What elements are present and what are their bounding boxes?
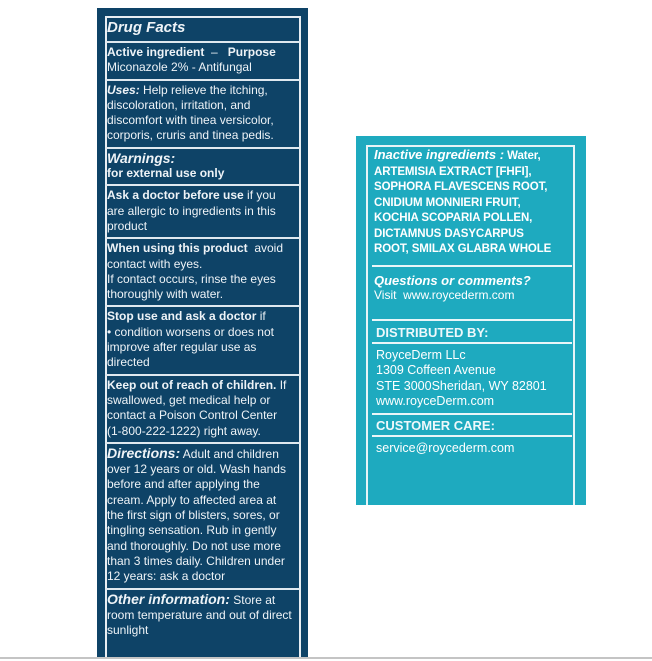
uses-text: Help relieve the itching, — [139, 82, 268, 97]
active-ingredient-header — [107, 45, 300, 60]
distributor-line: 1309 Coffeen Avenue — [376, 363, 496, 377]
ask-doctor-text: if you — [243, 188, 276, 203]
active-ingredient-section — [105, 43, 300, 81]
when-using-section — [105, 239, 300, 307]
warnings-label: Warnings: — [107, 149, 176, 166]
ask-doctor-section — [105, 186, 300, 239]
distributor-info — [372, 348, 572, 410]
directions-section — [105, 444, 300, 590]
distributor-website-link[interactable]: www.royceDerm.com — [376, 394, 495, 408]
stop-use-section — [105, 307, 300, 375]
warnings-subtitle: for external use only — [107, 166, 225, 181]
stop-use-label: Stop use and ask a doctor — [107, 309, 257, 324]
divider — [372, 435, 572, 437]
divider — [372, 265, 572, 267]
other-info-text: room temperature and out of direct — [107, 607, 292, 622]
when-using-text: avoid — [247, 241, 284, 256]
when-using-label: When using this product — [107, 241, 248, 256]
drug-facts-title: Drug Facts — [105, 18, 300, 43]
questions-label: Questions or comments? — [374, 272, 531, 288]
divider — [372, 342, 572, 344]
ask-doctor-label: Ask a doctor before use — [107, 188, 244, 203]
stop-use-text: • condition worsens or does not — [107, 324, 274, 339]
divider — [372, 413, 572, 415]
directions-text: and thoroughly. Do not use more — [107, 538, 281, 553]
directions-text: than 3 times daily. Children under — [107, 553, 285, 568]
inactive-ingredient-line: ARTEMISIA EXTRACT [FHFI], — [374, 165, 532, 178]
uses-text: discomfort with tinea versicolor, — [107, 113, 274, 128]
uses-label: Uses: — [107, 82, 140, 97]
directions-text: tingling sensation. Rub in gently — [107, 523, 277, 538]
ask-doctor-text: product — [107, 218, 148, 233]
directions-text: 12 years: ask a doctor — [107, 569, 226, 584]
active-ingredient-value: Miconazole 2% - Antifungal — [107, 60, 252, 75]
other-info-text: sunlight — [107, 623, 149, 638]
keep-out-text: contact a Poison Control Center — [107, 408, 278, 423]
inactive-ingredient-line: ROOT, SMILAX GLABRA WHOLE — [374, 243, 552, 255]
keep-out-label: Keep out of reach of children. — [107, 377, 277, 392]
directions-label: Directions: — [107, 444, 181, 461]
drug-facts-panel — [97, 8, 308, 659]
inactive-ingredient-line: DICTAMNUS DASYCARPUS — [374, 227, 524, 240]
questions-link[interactable]: Visit www.roycederm.com — [374, 288, 515, 302]
keep-out-section — [105, 376, 300, 444]
ask-doctor-text: are allergic to ingredients in this — [107, 203, 276, 218]
warnings-section — [105, 149, 300, 187]
purpose-label: Purpose — [227, 45, 276, 59]
when-using-text: contact with eyes. — [107, 256, 203, 271]
distributed-by-label: DISTRIBUTED BY: — [376, 324, 489, 340]
stop-use-text: improve after regular use as — [107, 340, 257, 355]
keep-out-text: swallowed, get medical help or — [107, 392, 271, 407]
directions-text: cream. Apply to affected area at — [107, 492, 277, 507]
divider — [372, 319, 572, 321]
inactive-ingredients-panel — [356, 136, 586, 505]
uses-text: corporis, cruris and tinea pedis. — [107, 128, 274, 143]
drug-facts-content — [105, 18, 300, 641]
header-separator: – — [211, 45, 218, 59]
distributor-line: RoyceDerm LLc — [376, 347, 466, 362]
customer-care-label: CUSTOMER CARE: — [376, 417, 495, 433]
inactive-panel-content — [372, 147, 572, 456]
page-bottom-rule — [0, 657, 652, 659]
active-ingredient-label: Active ingredient — [107, 45, 205, 59]
questions-section — [372, 273, 572, 304]
other-info-text: Store at — [229, 592, 276, 607]
uses-text: discoloration, irritation, and — [107, 97, 251, 112]
stop-use-text: if — [256, 309, 266, 324]
customer-care-email-link[interactable]: service@roycederm.com — [376, 440, 515, 455]
directions-text: the first sign of blisters, sores, or — [107, 508, 280, 523]
inactive-ingredient-line: CNIDIUM MONNIERI FRUIT, — [374, 196, 521, 209]
inactive-ingredient-line: KOCHIA SCOPARIA POLLEN, — [374, 212, 533, 224]
keep-out-text: If — [276, 377, 287, 392]
other-info-label: Other information: — [107, 590, 230, 607]
inactive-ingredients-label: Inactive ingredients : — [374, 147, 505, 162]
when-using-text: If contact occurs, rinse the eyes — [107, 271, 276, 286]
directions-text: over 12 years or old. Wash hands — [107, 462, 286, 477]
inactive-ingredient-line: SOPHORA FLAVESCENS ROOT, — [374, 181, 548, 193]
uses-section — [105, 81, 300, 149]
other-info-section — [105, 590, 300, 642]
stop-use-text: directed — [107, 355, 150, 370]
inactive-ingredient-first: Water, — [504, 150, 541, 162]
directions-text: Adult and children — [180, 446, 279, 461]
inactive-ingredients-section — [372, 147, 572, 258]
keep-out-text: (1-800-222-1222) right away. — [107, 423, 261, 438]
when-using-text: thoroughly with water. — [107, 287, 224, 302]
directions-text: before and after applying the — [107, 477, 260, 492]
distributor-line: STE 3000Sheridan, WY 82801 — [376, 378, 547, 393]
